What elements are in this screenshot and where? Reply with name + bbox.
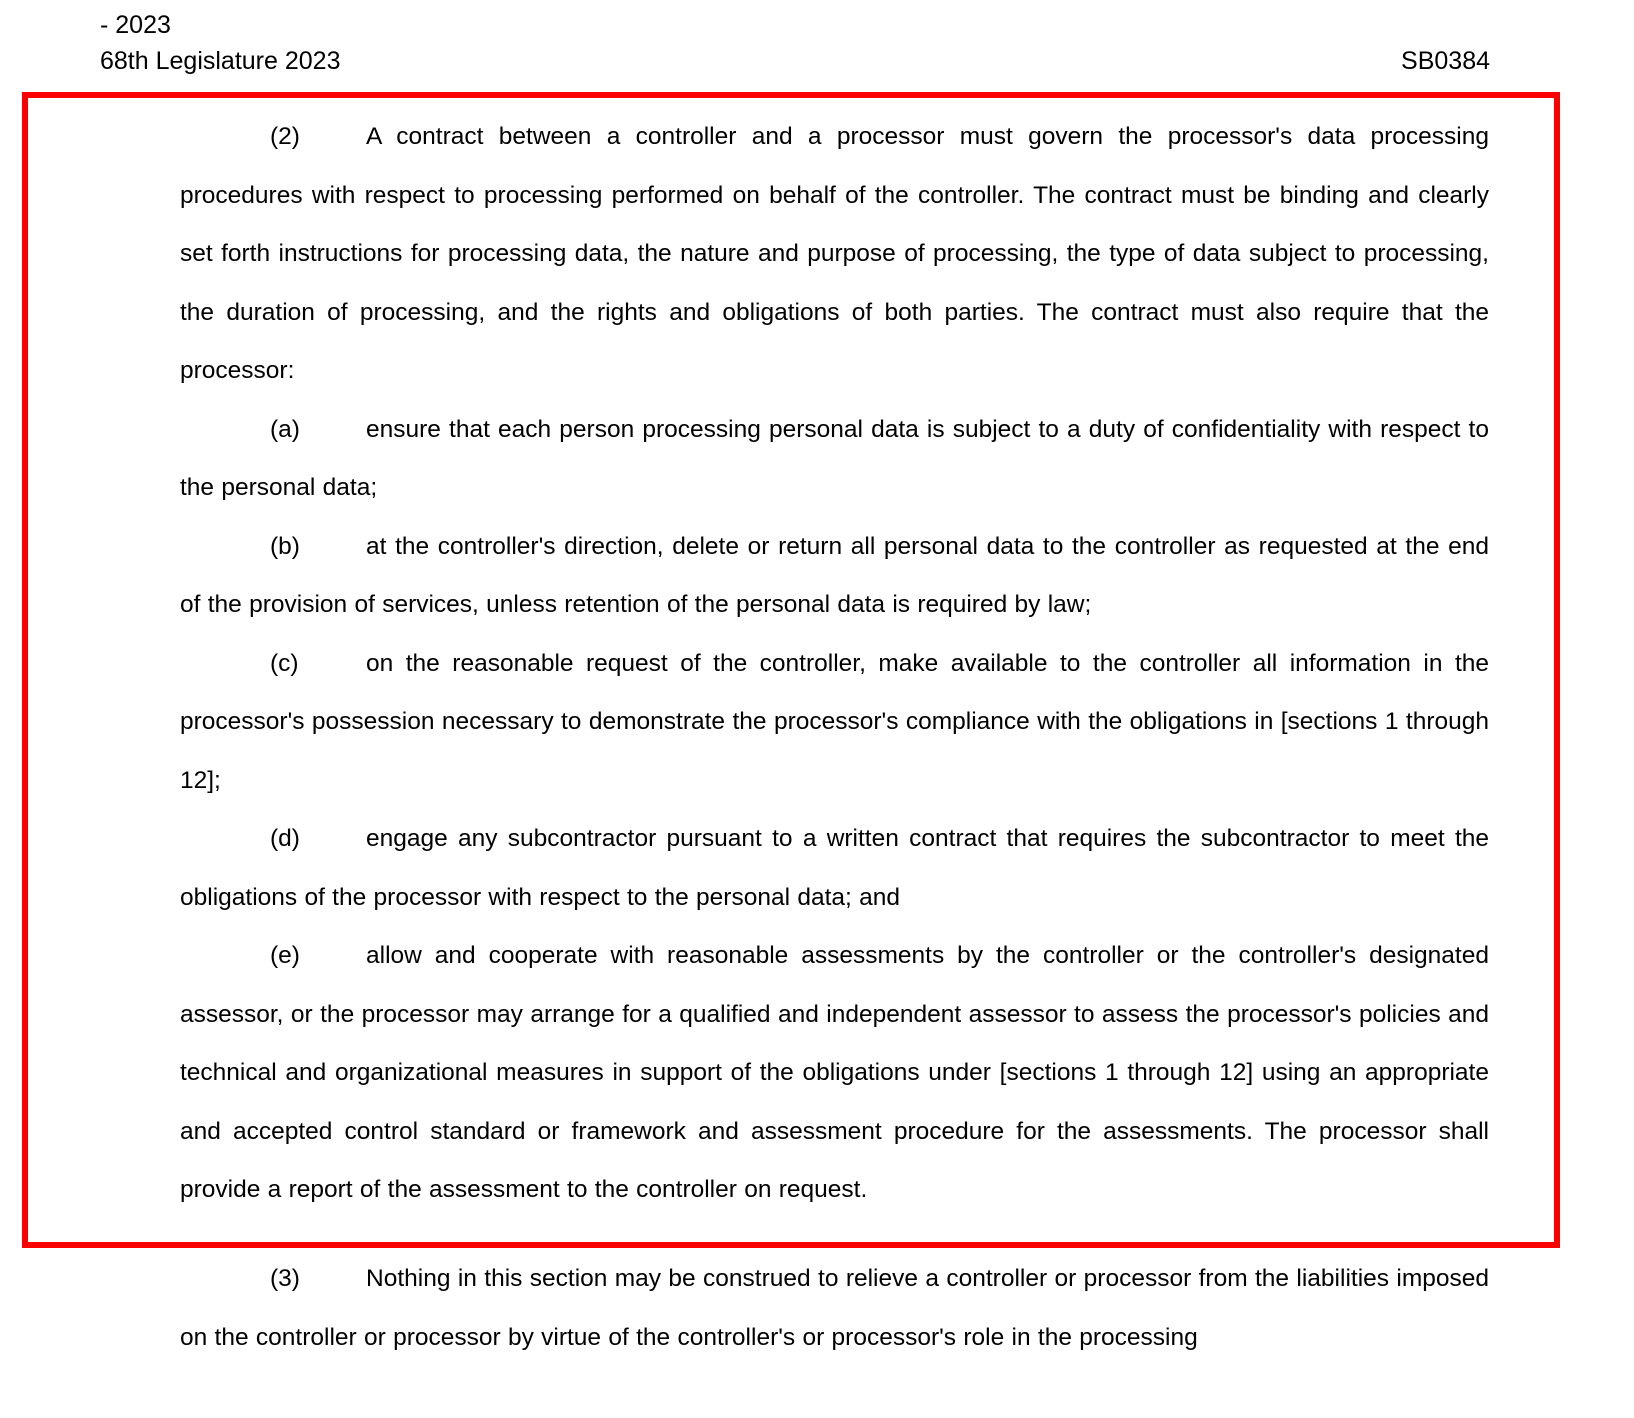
paragraph-text: on the reasonable request of the controller, make available to the controller all information in the processor's possession necessary to demonstrate the processor's compliance with the obligations in [sections 1 through 12]; <box>180 649 1497 794</box>
paragraph-text: engage any subcontractor pursuant to a written contract that requires the subcontractor to meet the obligations of the processor with respect to the personal data; and <box>180 825 1497 911</box>
paragraph-text: Nothing in this section may be construed to relieve a controller or processor from the liabilities imposed on the controller or processor by virtue of the controller's or processor's role in the processing <box>180 1265 1497 1351</box>
header-year: - 2023 <box>100 11 171 39</box>
paragraph-marker: (b) <box>270 532 300 560</box>
paragraph-2d <box>180 810 1497 927</box>
document-body <box>0 108 1634 1220</box>
header-row <box>100 44 1534 78</box>
paragraph-2 <box>180 108 1497 401</box>
paragraph-text: allow and cooperate with reasonable assessments by the controller or the controller's designated assessor, or the processor may arrange for a qualified and independent assessor to assess the processor's policies and technical and organizational measures in support of the obligations under [sections 1 through 12] using an appropriate and accepted control standard or framework and assessment procedure for the assessments. The processor shall provide a report of the assessment to the controller on request. <box>180 942 1497 1203</box>
header-legislature: 68th Legislature 2023 <box>100 47 341 75</box>
paragraph-marker: (e) <box>270 942 300 969</box>
paragraph-3 <box>180 1250 1497 1367</box>
document-body-after-highlight <box>0 1250 1634 1367</box>
paragraph-2c <box>180 635 1497 811</box>
paragraph-marker: (d) <box>270 825 300 852</box>
paragraph-text: A contract between a controller and a processor must govern the processor's data processing procedures with respect to processing performed on behalf of the controller. The contract must be binding and clearly set forth instructions for processing data, the nature and purpose of processing, the type of data subject to processing, the duration of processing, and the rights and obligations of both parties. The contract must also require that the processor: <box>180 123 1497 384</box>
paragraph-2b <box>180 518 1497 635</box>
paragraph-marker: (a) <box>270 415 300 443</box>
paragraph-2e <box>180 927 1497 1220</box>
paragraph-marker: (2) <box>270 123 300 150</box>
paragraph-text: at the controller's direction, delete or return all personal data to the controller as requested at the end of the provision of services, unless retention of the personal data is required by law; <box>180 532 1497 618</box>
paragraph-marker: (3) <box>270 1265 300 1292</box>
page-header <box>0 0 1634 78</box>
header-bill-number: SB0384 <box>1401 47 1490 75</box>
paragraph-2a <box>180 401 1497 518</box>
paragraph-text: ensure that each person processing personal data is subject to a duty of confidentiality with respect to the personal data; <box>180 415 1497 501</box>
paragraph-marker: (c) <box>270 649 299 677</box>
